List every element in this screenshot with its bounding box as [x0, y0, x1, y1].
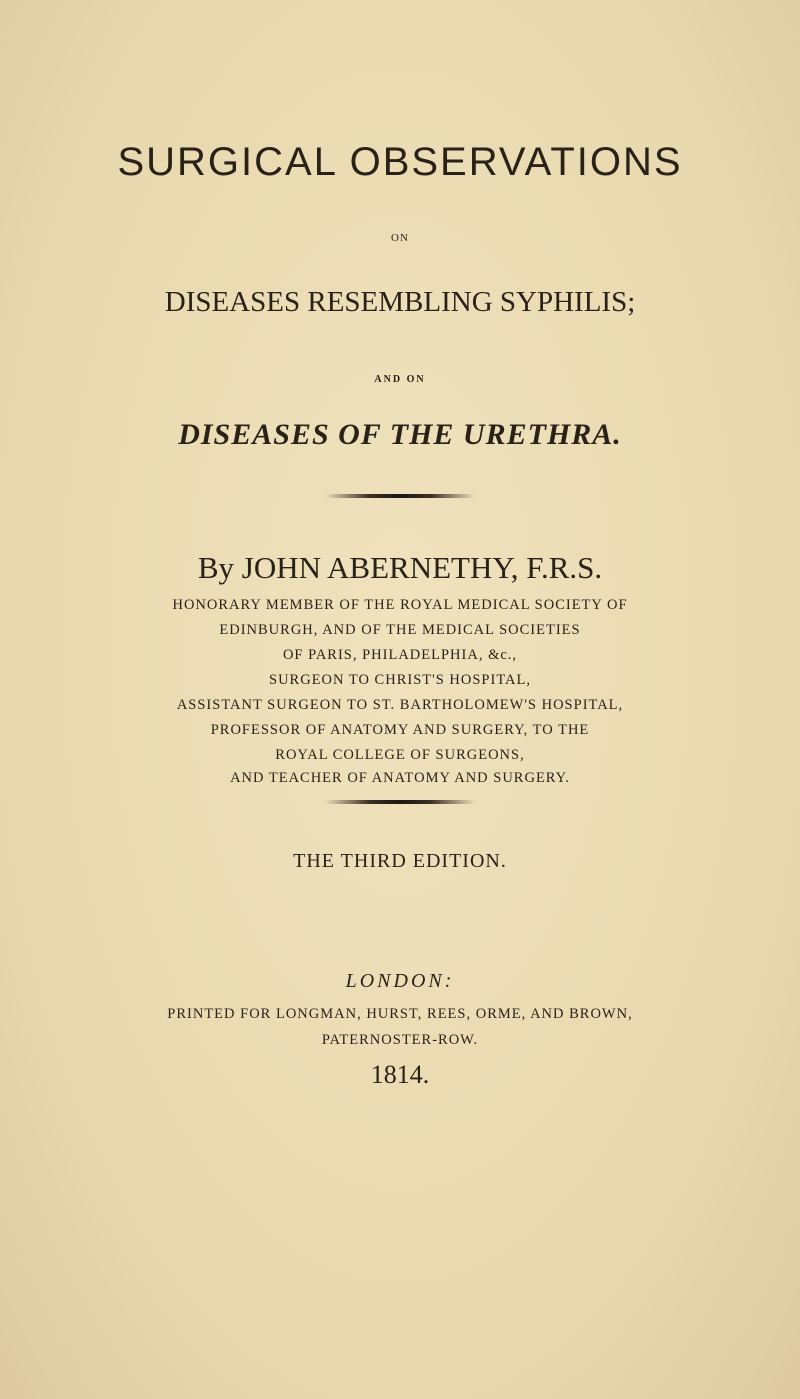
edition: THE THIRD EDITION. [293, 850, 507, 872]
credential-line: AND TEACHER OF ANATOMY AND SURGERY. [230, 770, 570, 786]
year: 1814. [370, 1060, 430, 1089]
book-title: SURGICAL OBSERVATIONS [117, 140, 683, 184]
author: By JOHN ABERNETHY, F.R.S. [197, 550, 603, 585]
credential-line: PROFESSOR OF ANATOMY AND SURGERY, TO THE [210, 722, 590, 738]
credential-line: OF PARIS, PHILADELPHIA, &c., [282, 647, 518, 663]
credential-line: EDINBURGH, AND OF THE MEDICAL SOCIETIES [219, 622, 581, 638]
credential-line: ASSISTANT SURGEON TO ST. BARTHOLOMEW'S HOSPITAL, [176, 697, 624, 713]
place: LONDON: [345, 970, 455, 992]
credential-line: HONORARY MEMBER OF THE ROYAL MEDICAL SOCIETY OF [172, 597, 628, 613]
subtitle-2: DISEASES OF THE URETHRA. [178, 418, 622, 451]
ornament-divider [325, 494, 475, 498]
credential-line: ROYAL COLLEGE OF SURGEONS, [275, 747, 525, 763]
credential-line: SURGEON TO CHRIST'S HOSPITAL, [269, 672, 531, 688]
and-on-label: AND ON [374, 374, 426, 385]
address: PATERNOSTER-ROW. [321, 1032, 479, 1048]
ornament-divider [325, 800, 475, 804]
printer: PRINTED FOR LONGMAN, HURST, REES, ORME, AND BROWN, [167, 1006, 633, 1022]
on-label: ON [391, 232, 409, 244]
subtitle: DISEASES RESEMBLING SYPHILIS; [164, 286, 636, 318]
